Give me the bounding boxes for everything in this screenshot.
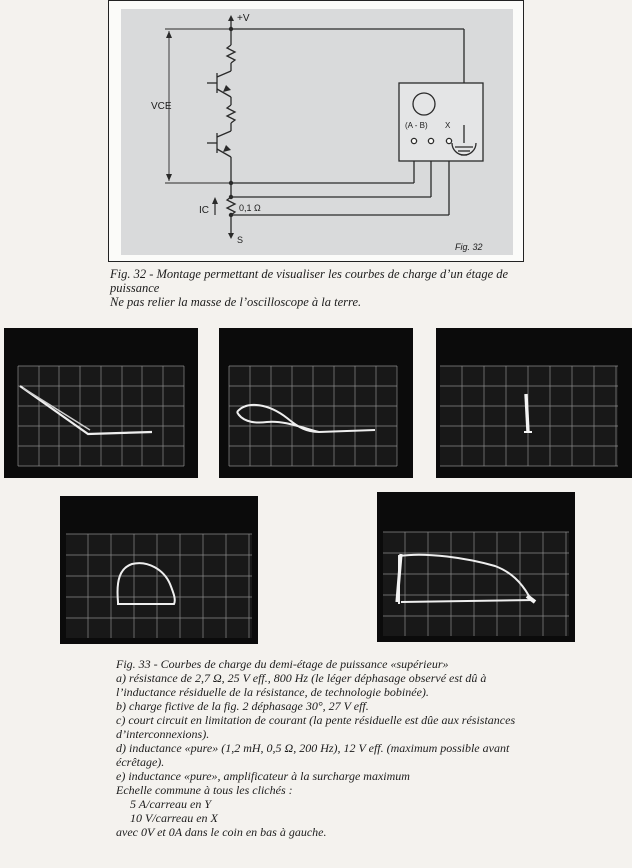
caption-33-item-a: a) résistance de 2,7 Ω, 25 V eff., 800 Hz (le léger déphasage observé est dû à l’inductance résiduelle de la résistance, de technologie bobinée). <box>116 671 487 699</box>
caption-33-scale-x: 10 V/carreau en X <box>130 811 218 825</box>
label-vce: VCE <box>151 101 172 112</box>
figure-33-caption <box>116 657 546 839</box>
caption-32-line2: Ne pas relier la masse de l’oscilloscope à la terre. <box>110 295 362 309</box>
label-ic: IC <box>199 205 209 216</box>
scope-photo-d <box>60 496 258 644</box>
scope-photo-c <box>436 328 632 478</box>
caption-33-title: Fig. 33 - Courbes de charge du demi-étage de puissance «supérieur» <box>116 657 449 671</box>
caption-33-item-b: b) charge fictive de la fig. 2 déphasage 30°, 27 V eff. <box>116 699 369 713</box>
caption-33-origin-note: avec 0V et 0A dans le coin en bas à gauche. <box>116 825 327 839</box>
label-s: S <box>237 235 244 245</box>
caption-33-item-d: d) inductance «pure» (1,2 mH, 0,5 Ω, 200 Hz), 12 V eff. (maximum possible avant écrêtage). <box>116 741 510 769</box>
label-resistor: 0,1 Ω <box>239 203 261 213</box>
fig-32-label: Fig. 32 <box>455 242 483 252</box>
scope-photo-e <box>377 492 575 642</box>
figure-32-schematic <box>108 0 524 262</box>
caption-33-item-c: c) court circuit en limitation de courant (la pente résiduelle est dûe aux résistances d’interconnexions). <box>116 713 516 741</box>
schematic-drawing <box>109 1 525 263</box>
label-vplus: +V <box>237 13 250 24</box>
figure-32-caption <box>110 267 530 309</box>
caption-33-item-e: e) inductance «pure», amplificateur à la surcharge maximum <box>116 769 410 783</box>
scope-photo-b <box>219 328 413 478</box>
caption-33-scale-y: 5 A/carreau en Y <box>130 797 211 811</box>
caption-32-line1: Fig. 32 - Montage permettant de visualiser les courbes de charge d’un étage de puissance <box>110 267 509 295</box>
label-x: X <box>445 121 451 130</box>
label-ab: (A - B) <box>405 121 428 130</box>
caption-33-scale-heading: Echelle commune à tous les clichés : <box>116 783 293 797</box>
scope-photo-a <box>4 328 198 478</box>
